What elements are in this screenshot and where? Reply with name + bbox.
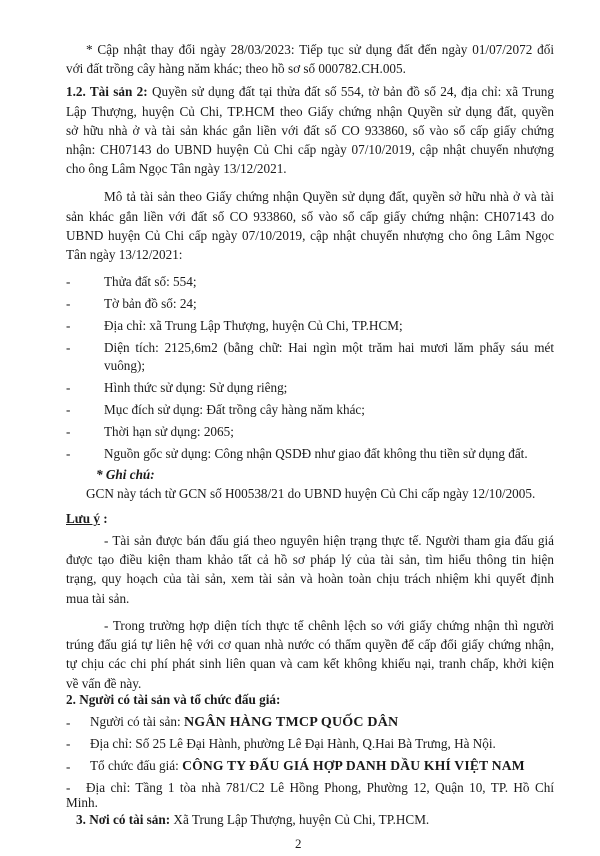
detail-origin: Nguồn gốc sử dụng: Công nhận QSDĐ như giao đất không thu tiền sử dụng đất. — [104, 446, 528, 462]
list-dash: - — [66, 296, 71, 312]
luu-y-p1-line-1: - Tài sản được bán đấu giá theo nguyên hiện trạng thực tế. Người tham gia đấu giá — [104, 533, 554, 549]
description-line-4: Tân ngày 13/12/2021: — [66, 246, 183, 262]
list-dash: - — [66, 318, 71, 334]
list-dash: - — [66, 402, 71, 418]
luu-y-heading — [66, 511, 108, 527]
luu-y-p2-line-3: tự chịu các chi phí phát sinh liên quan và cam kết không khiếu nại, tranh chấp, khởi kiện — [66, 656, 554, 672]
list-dash: - — [66, 446, 71, 462]
luu-y-p1-line-2: được tạo điều kiện tham khảo tất cả hồ sơ pháp lý của tài sản, tìm hiểu thông tin hiện — [66, 552, 554, 568]
section-3-label: 3. Nơi có tài sản: — [76, 812, 171, 828]
detail-usage-form: Hình thức sử dụng: Sử dụng riêng; — [104, 380, 288, 396]
luu-y-p1-line-3: trạng, quy hoạch của tài sản, xem tài sản và hoàn toàn chịu trách nhiệm khi quyết định — [66, 571, 554, 587]
list-dash: - — [66, 714, 71, 730]
description-line-2: sản khác gắn liền với đất số CO 933860, số vào sổ cấp giấy chứng nhận: CH07143 do — [66, 208, 554, 224]
description-line-1: Mô tả tài sản theo Giấy chứng nhận Quyền sử dụng đất, quyền sở hữu nhà ở và tài — [104, 189, 554, 205]
luu-y-p2-line-1: - Trong trường hợp diện tích thực tế chênh lệch so với giấy chứng nhận thì người — [104, 618, 554, 634]
list-dash: - — [66, 779, 71, 795]
luu-y-p2-line-4: về vấn đề này. — [66, 675, 142, 691]
org-name: CÔNG TY ĐẤU GIÁ HỢP DANH DẦU KHÍ VIỆT NAM — [182, 757, 525, 773]
list-dash: - — [66, 735, 71, 751]
list-dash: - — [66, 340, 71, 356]
luu-y-label: Lưu ý — [66, 511, 100, 527]
asset2-text-1: Quyền sử dụng đất tại thửa đất số 554, tờ bản đồ số 24, địa chỉ: xã Trung — [147, 84, 554, 100]
list-dash: - — [66, 274, 71, 290]
luu-y-colon: : — [99, 511, 108, 527]
list-dash: - — [66, 424, 71, 440]
detail-area-line-1: Diện tích: 2125,6m2 (bằng chữ: Hai ngìn một trăm hai mươi lăm phẩy sáu mét — [104, 340, 554, 356]
owner-label: Người có tài sản: — [90, 713, 184, 729]
asset2-line-2: Lập Thượng, huyện Củ Chi, TP.HCM theo Giấy chứng nhận Quyền sử dụng đất, quyền — [66, 103, 554, 119]
detail-plot: Thửa đất số: 554; — [104, 274, 197, 290]
description-line-3: UBND huyện Củ Chi cấp ngày 07/10/2019, cập nhật chuyển nhượng cho ông Lâm Ngọc — [66, 227, 554, 243]
owner-name: NGÂN HÀNG TMCP QUỐC DÂN — [183, 714, 399, 730]
org-address-line-2: Minh. — [66, 794, 98, 810]
list-dash: - — [66, 758, 71, 774]
list-dash: - — [66, 380, 71, 396]
org-address-line-1: Địa chỉ: Tầng 1 tòa nhà 781/C2 Lê Hồng Phong, Phường 12, Quận 10, TP. Hồ Chí — [86, 779, 554, 795]
detail-term: Thời hạn sử dụng: 2065; — [104, 424, 234, 440]
asset2-line-4: nhận: CH07143 do UBND huyện Củ Chi cấp ngày 07/10/2019, cập nhật chuyển nhượng — [66, 141, 554, 157]
detail-address: Địa chỉ: xã Trung Lập Thượng, huyện Củ Chi, TP.HCM; — [104, 318, 403, 334]
asset2-label: 1.2. Tài sản 2: — [66, 84, 148, 100]
owner-line — [90, 714, 398, 731]
ghi-chu-label: * Ghi chú: — [96, 467, 155, 483]
asset2-line-1 — [66, 84, 554, 100]
ghi-chu-text: GCN này tách từ GCN số H00538/21 do UBND huyện Củ Chi cấp ngày 12/10/2005. — [86, 485, 536, 501]
update-note-line-1: * Cập nhật thay đổi ngày 28/03/2023: Tiếp tục sử dụng đất đến ngày 01/07/2072 đối — [86, 42, 554, 58]
page-number: 2 — [295, 836, 302, 851]
detail-map-sheet: Tờ bản đồ số: 24; — [104, 296, 197, 312]
asset2-line-3: sở hữu nhà ở và tài sản khác gắn liền với đất số CO 933860, số vào sổ cấp giấy chứng — [66, 122, 554, 138]
luu-y-p1-line-4: mua tài sản. — [66, 590, 130, 606]
detail-purpose: Mục đích sử dụng: Đất trồng cây hàng năm khác; — [104, 402, 365, 418]
org-label: Tổ chức đấu giá: — [90, 757, 183, 773]
owner-address: Địa chỉ: Số 25 Lê Đại Hành, phường Lê Đại Hành, Q.Hai Bà Trưng, Hà Nội. — [90, 735, 496, 751]
section-3-text: Xã Trung Lập Thượng, huyện Củ Chi, TP.HCM. — [170, 812, 430, 828]
asset2-line-5: cho ông Lâm Ngọc Tân ngày 13/12/2021. — [66, 160, 287, 176]
org-line — [90, 758, 525, 774]
update-note-line-2: với đất trồng cây hàng năm khác; theo hồ sơ số 000782.CH.005. — [66, 61, 406, 77]
luu-y-p2-line-2: trúng đấu giá tự liên hệ với cơ quan nhà nước có thẩm quyền để cấp đổi giấy chứng nhận, — [66, 637, 554, 653]
section-2-title: 2. Người có tài sản và tổ chức đấu giá: — [66, 691, 281, 707]
detail-area-line-2: vuông); — [104, 357, 146, 373]
section-3-line — [76, 812, 429, 828]
